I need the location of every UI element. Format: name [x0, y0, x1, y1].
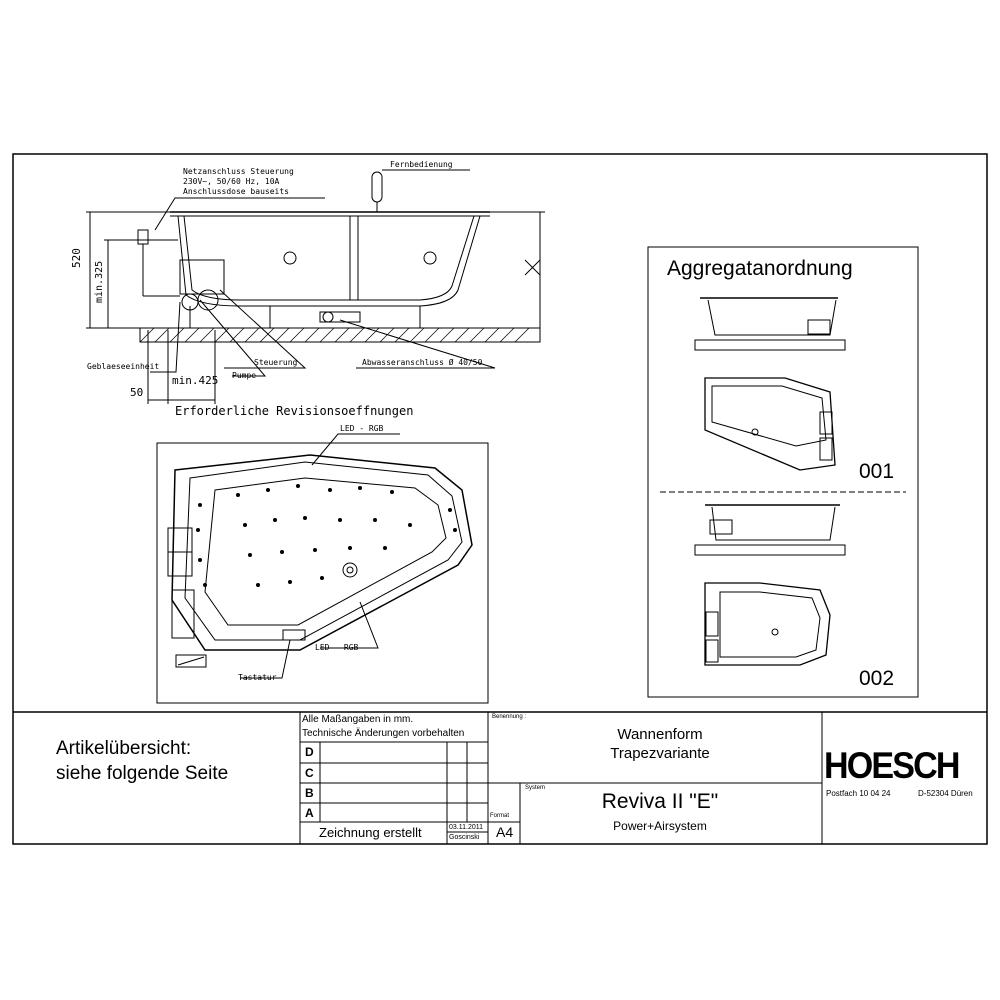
format-value: A4 — [496, 824, 514, 840]
dim-min425: min.425 — [172, 374, 219, 387]
dim-50: 50 — [130, 386, 144, 399]
led-bottom-label: LED - RGB — [315, 643, 359, 652]
remote-label: Fernbedienung — [390, 160, 453, 169]
drain-label: Abwasseranschluss Ø 40/50 — [362, 358, 483, 367]
aggregate-title: Aggregatanordnung — [667, 257, 853, 280]
shape-line1: Wannenform — [617, 726, 703, 743]
created-by: Goscinski — [449, 834, 480, 841]
shape-line2: Trapezvariante — [610, 745, 710, 762]
power-connection-line3: Anschlussdose bauseits — [183, 187, 289, 196]
shape-name — [530, 725, 790, 763]
note-line2: Technische Änderungen vorbehalten — [302, 728, 465, 739]
revision-a: A — [305, 806, 314, 820]
dim-min325: min.325 — [94, 260, 105, 303]
dimension-note — [302, 713, 464, 741]
control-label: Steuerung — [254, 358, 298, 367]
variant-001: 001 — [859, 460, 895, 483]
designation-label: Benennung : — [492, 714, 527, 720]
system-label: System — [525, 785, 546, 791]
dim-520: 520 — [70, 248, 83, 268]
power-connection-line1: Netzanschluss Steuerung — [183, 167, 294, 176]
top-view — [157, 434, 488, 703]
product-subtitle: Power+Airsystem — [613, 819, 707, 833]
drawing-created-label: Zeichnung erstellt — [319, 825, 422, 840]
note-line1: Alle Maßangaben in mm. — [302, 714, 414, 725]
keypad-label: Tastatur — [238, 673, 277, 682]
revision-d: D — [305, 745, 314, 759]
created-date: 03.11.2011 — [449, 824, 483, 831]
revision-c: C — [305, 766, 314, 780]
product-name: Reviva II "E" — [601, 790, 719, 813]
address-po-box: Postfach 10 04 24 — [826, 789, 891, 798]
pump-label: Pumpe — [232, 371, 257, 380]
variant-002: 002 — [859, 667, 895, 690]
blower-label: Geblaeseeinheit — [87, 362, 160, 371]
revision-b: B — [305, 786, 314, 800]
power-connection-label — [183, 167, 294, 197]
article-line1: Artikelübersicht: — [56, 738, 192, 759]
article-line2: siehe folgende Seite — [56, 763, 229, 784]
format-label: Format — [490, 813, 510, 819]
revision-openings-label: Erforderliche Revisionsoeffnungen — [175, 404, 414, 418]
power-connection-line2: 230V~, 50/60 Hz, 10A — [183, 177, 280, 186]
brand-logo: HOESCH — [824, 745, 959, 786]
jet-dots — [196, 484, 457, 587]
address-city: D-52304 Düren — [918, 789, 973, 798]
article-overview — [56, 736, 228, 786]
led-top-label: LED - RGB — [340, 424, 384, 433]
